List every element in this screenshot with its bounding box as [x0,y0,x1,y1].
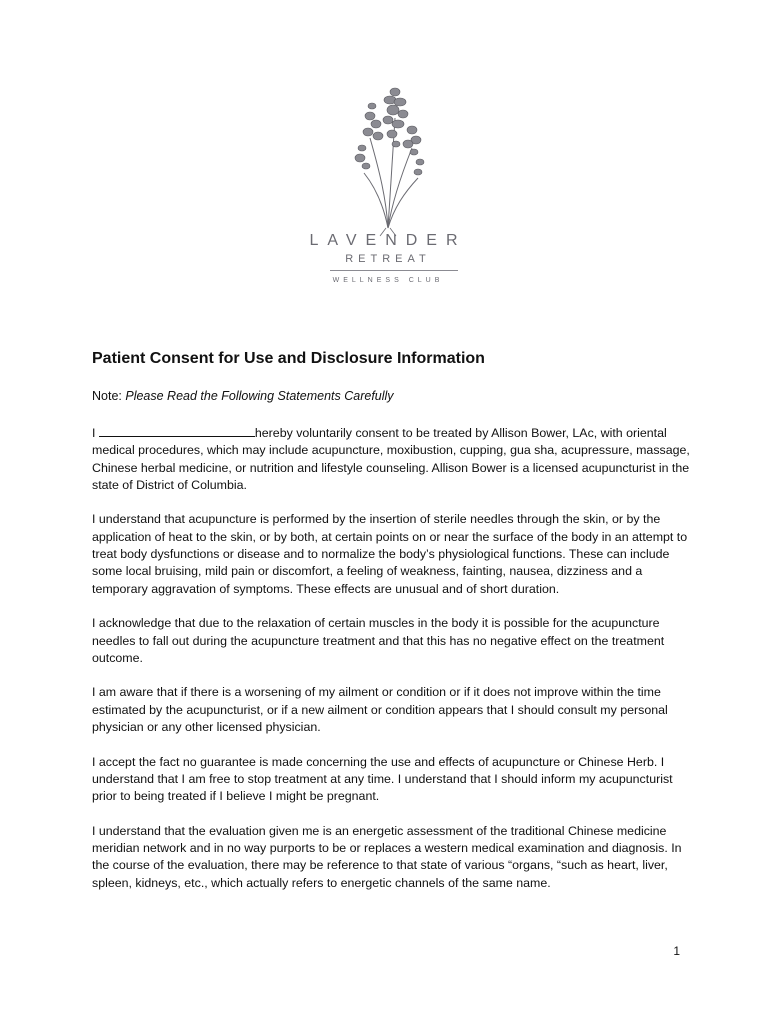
paragraph-consent-prefix: I [92,426,99,440]
logo-tagline: WELLNESS CLUB [332,277,444,284]
note-label: Note: [92,389,126,403]
note-line [92,389,394,403]
consent-body [92,424,692,909]
logo-divider [330,270,458,271]
note-text: Please Read the Following Statements Carefully [125,389,394,403]
paragraph-consent [92,424,692,494]
paragraph-consent-text: hereby voluntarily consent to be treated by Allison Bower, LAc, with oriental medical procedures, which may include acupuncture, moxibustion, cupping, gua sha, acupressure, massage, Chinese herbal medicine, or nutrition and lifestyle counseling. Allison Bower is a licensed acupuncturist in the state of District of Columbia. [92,426,690,492]
paragraph-needles: I acknowledge that due to the relaxation of certain muscles in the body it is possible for the acupuncture needles to fall out during the acupuncture treatment and that this has no negative effect on the treatment outcome. [92,616,665,665]
logo-sub: RETREAT [345,253,431,265]
page-title: Patient Consent for Use and Disclosure Information [92,350,485,367]
page-number: 1 [673,944,680,958]
paragraph-evaluation: I understand that the evaluation given me is an energetic assessment of the traditional Chinese medicine meridian network and in no way purports to be or replaces a western medical examination and diagnosis. In the course of the evaluation, there may be reference to that state of various “organs, “such as heart, liver, spleen, kidneys, etc., which actually refers to energetic channels of the same name. [92,823,682,890]
paragraph-worsening: I am aware that if there is a worsening of my ailment or condition or if it does not improve within the time estimated by the acupuncturist, or if a new ailment or condition appears that I should consult my personal physician or any other licensed physician. [92,685,668,735]
paragraph-procedure: I understand that acupuncture is performed by the insertion of sterile needles through the skin, or by the application of heat to the skin, or by both, at certain points on or near the surface of the body in an attempt to treat body dysfunctions or disease and to normalize the body’s physiological functions. These can include some local bruising, mild pain or discomfort, a feeling of weakness, fainting, nausea, dizziness and a temporary aggravation of symptoms. These effects are unusual and of short duration. [92,512,688,596]
paragraph-guarantee: I accept the fact no guarantee is made concerning the use and effects of acupuncture or Chinese Herb. I understand that I am free to stop treatment at any time. I understand that I should inform my acupuncturist prior to being treated if I believe I might be pregnant. [92,754,673,804]
lavender-sprig-icon [300,78,480,298]
logo-name: LAVENDER [309,232,467,249]
name-blank-field[interactable] [99,424,255,437]
